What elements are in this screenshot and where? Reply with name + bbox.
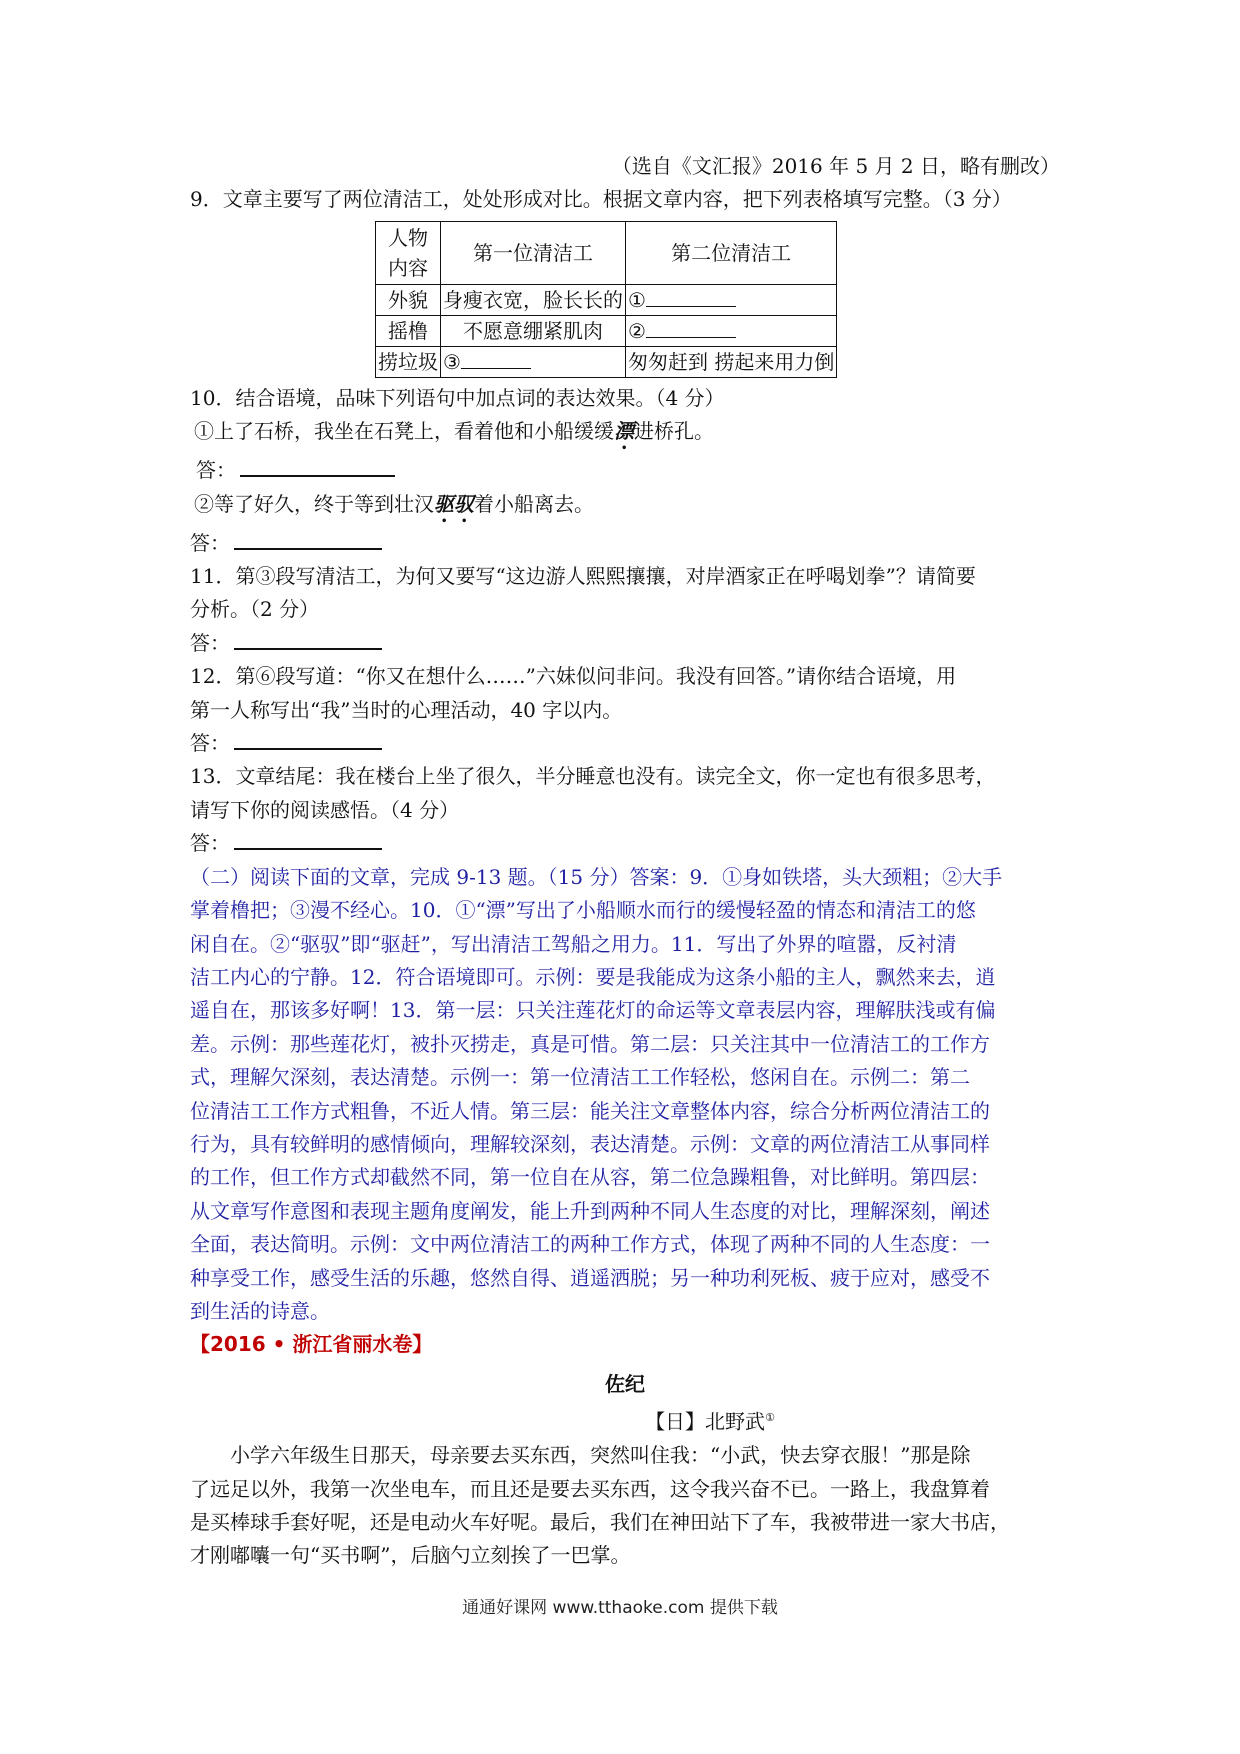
question-12-line-2: 第一人称写出“我”当时的心理活动，40 字以内。 [190, 697, 623, 722]
cell-blank: ③ [441, 346, 626, 377]
corner-label-top: 人物 [388, 225, 428, 250]
table-row [376, 315, 837, 346]
answer-key-line: 行为，具有较鲜明的感情倾向，理解较深刻，表达清楚。示例：文章的两位清洁工从事同样 [190, 1131, 990, 1156]
story-paragraph-line: 才刚嘟囔一句“买书啊”，后脑勺立刻挨了一巴掌。 [190, 1543, 631, 1568]
answer-line: 答： [190, 627, 1060, 660]
answer-key-line: 差。示例：那些莲花灯，被扑灭捞走，真是可惜。第二层：只关注其中一位清洁工的工作方 [190, 1031, 990, 1056]
cell: 不愿意绷紧肌肉 [441, 315, 626, 346]
question-13-line-1: 13．文章结尾：我在楼台上坐了很久，半分睡意也没有。读完全文，你一定也有很多思考， [190, 764, 996, 789]
page-footer: 通通好课网 www.tthaoke.com 提供下载 [462, 1598, 778, 1618]
answer-line: 答： [190, 727, 1060, 760]
dotted-word: 驱驭 [434, 491, 474, 516]
corner-label-bottom: 内容 [388, 255, 428, 280]
answer-key [190, 861, 1060, 1329]
answer-line: 答： [190, 454, 1060, 487]
table-header-second-cleaner: 第二位清洁工 [626, 221, 837, 284]
row-label: 外貌 [376, 284, 441, 315]
answer-key-line: 位清洁工工作方式粗鲁，不近人情。第三层：能关注文章整体内容，综合分析两位清洁工的 [190, 1098, 990, 1123]
row-label: 捞垃圾 [376, 346, 441, 377]
answer-line: 答： [190, 827, 1060, 860]
document-page [190, 150, 1060, 1573]
answer-line: 答： [190, 527, 1060, 560]
question-13-line-2: 请写下你的阅读感悟。（4 分） [190, 797, 460, 822]
answer-key-line: 洁工内心的宁静。12．符合语境即可。示例：要是我能成为这条小船的主人，飘然来去，逍 [190, 964, 996, 989]
footnote-mark: ① [765, 1411, 775, 1425]
cell-blank: ② [626, 315, 837, 346]
answer-key-line: 从文章写作意图和表现主题角度阐发，能上升到两种不同人生态度的对比，理解深刻，阐述 [190, 1198, 990, 1223]
question-9: 9．文章主要写了两位清洁工，处处形成对比。根据文章内容，把下列表格填写完整。（3 分） [190, 187, 1012, 212]
answer-key-line: 的工作，但工作方式却截然不同，第一位自在从容，第二位急躁粗鲁，对比鲜明。第四层： [190, 1165, 990, 1190]
question-11-line-2: 分析。（2 分） [190, 597, 320, 622]
question-10-sentence-2: ②等了好久，终于等到壮汉驱驭着小船离去。 [194, 491, 594, 516]
answer-key-line: 种享受工作，感受生活的乐趣，悠然自得、逍遥洒脱；另一种功利死板、疲于应对，感受不 [190, 1265, 990, 1290]
table-header-first-cleaner: 第一位清洁工 [441, 221, 626, 284]
cell: 身瘦衣宽，脸长长的 [441, 284, 626, 315]
story-paragraph-line: 了远足以外，我第一次坐电车，而且还是要去买东西，这令我兴奋不已。一路上，我盘算着 [190, 1476, 990, 1501]
answer-key-line: 闲自在。②“驱驭”即“驱赶”，写出清洁工驾船之用力。11．写出了外界的喧嚣，反衬清 [190, 931, 957, 956]
answer-key-line: （二）阅读下面的文章，完成 9-13 题。（15 分）答案：9．①身如铁塔，头大颈粗；②大手 [190, 864, 1003, 889]
answer-key-line: 掌着橹把；③漫不经心。10．①“漂”写出了小船顺水而行的缓慢轻盈的情态和清洁工的悠 [190, 898, 976, 923]
row-label: 摇橹 [376, 315, 441, 346]
answer-key-line: 遥自在，那该多好啊！13．第一层：只关注莲花灯的命运等文章表层内容，理解肤浅或有偏 [190, 998, 996, 1023]
cell-blank: ① [626, 284, 837, 315]
answer-key-line: 全面，表达简明。示例：文中两位清洁工的两种工作方式，体现了两种不同的人生态度：一 [190, 1232, 990, 1257]
answer-key-line: 到生活的诗意。 [190, 1298, 330, 1323]
table-row [376, 346, 837, 377]
story-title: 佐纪 [605, 1371, 645, 1396]
table-header-corner [376, 221, 441, 284]
story-paragraph-line: 小学六年级生日那天，母亲要去买东西，突然叫住我：“小武，快去穿衣服！”那是除 [230, 1443, 971, 1468]
comparison-table [375, 221, 837, 378]
dotted-word: 漂 [614, 419, 634, 444]
question-11-line-1: 11．第③段写清洁工，为何又要写“这边游人熙熙攘攘，对岸酒家正在呼喝划拳”？请简要 [190, 564, 976, 589]
exam-title: 【2016 • 浙江省丽水卷】 [190, 1332, 433, 1357]
question-12-line-1: 12．第⑥段写道：“你又在想什么……”六妹似问非问。我没有回答。”请你结合语境，用 [190, 664, 957, 689]
answer-key-line: 式，理解欠深刻，表达清楚。示例一：第一位清洁工工作轻松，悠闲自在。示例二：第二 [190, 1065, 970, 1090]
story-paragraph-line: 是买棒球手套好呢，还是电动火车好呢。最后，我们在神田站下了车，我被带进一家大书店， [190, 1510, 1010, 1535]
source-note: （选自《文汇报》2016 年 5 月 2 日，略有删改） [611, 154, 1060, 178]
cell: 匆匆赶到 捞起来用力倒 [626, 346, 837, 377]
question-10-sentence-1: ①上了石桥，我坐在石凳上，看着他和小船缓缓漂进桥孔。 [194, 419, 714, 444]
question-10: 10．结合语境，品味下列语句中加点词的表达效果。（4 分） [190, 385, 725, 410]
story-author: 【日】北野武① [645, 1409, 775, 1434]
table-row [376, 284, 837, 315]
